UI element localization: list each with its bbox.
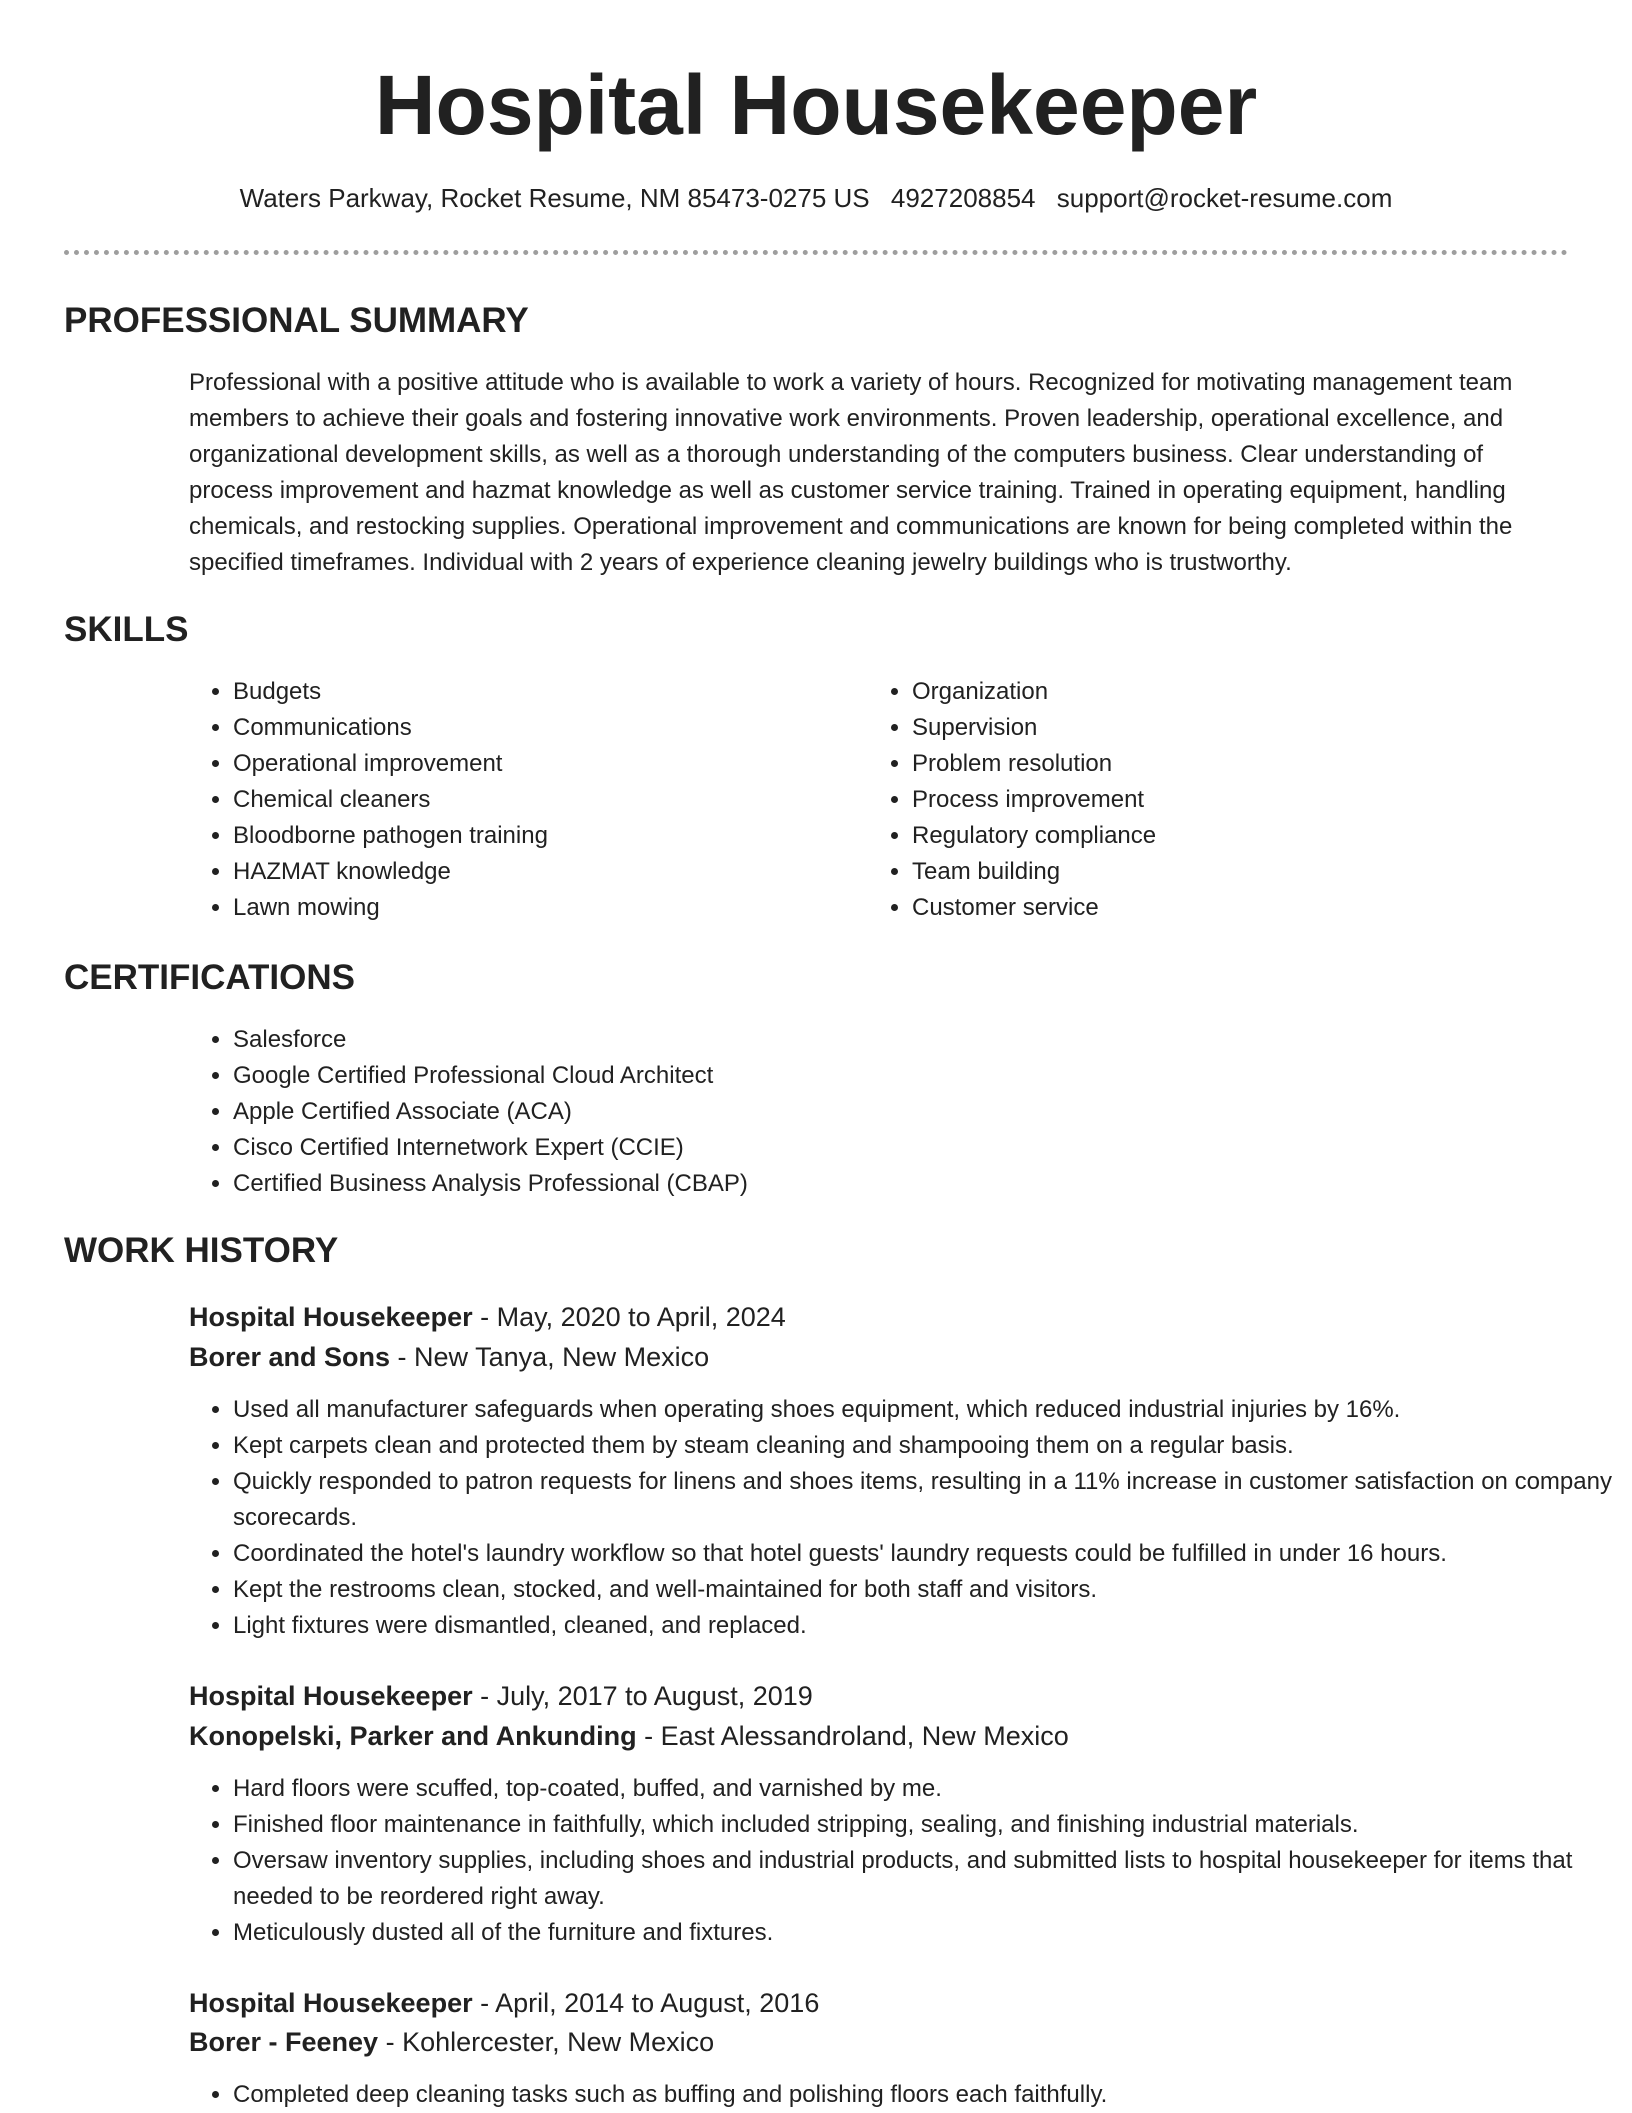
certifications-heading: CERTIFICATIONS — [64, 958, 356, 997]
skill-item: • Bloodborne pathogen training — [233, 818, 853, 854]
contact-line — [0, 181, 1632, 215]
header-divider — [64, 250, 1568, 255]
skills-heading: SKILLS — [64, 610, 189, 649]
skill-item: • Process improvement — [912, 782, 1532, 818]
certification-item: • Salesforce — [233, 1022, 1533, 1058]
skill-item: • Chemical cleaners — [233, 782, 853, 818]
job-bullet: • Coordinated the hotel's laundry workflow so that hotel guests' laundry requests could be fulfilled in under 16 hours. — [233, 1536, 1613, 1572]
job-bullet: • Kept the restrooms clean, stocked, and well-maintained for both staff and visitors. — [233, 1572, 1613, 1608]
job-role: Hospital Housekeeper — [189, 1988, 473, 2018]
job-dates: - May, 2020 to April, 2024 — [472, 1302, 786, 1332]
contact-phone: 4927208854 — [890, 183, 1036, 213]
certification-item: • Google Certified Professional Cloud Architect — [233, 1058, 1533, 1094]
job-bullet: • Oversaw inventory supplies, including shoes and industrial products, and submitted lists to hospital housekeeper for items that needed to be reordered right away. — [233, 1843, 1613, 1915]
work-history-heading: WORK HISTORY — [64, 1231, 339, 1270]
contact-address: Waters Parkway, Rocket Resume, NM 85473-0275 US — [239, 183, 870, 213]
skill-item: • Regulatory compliance — [912, 818, 1532, 854]
job-bullet: • Meticulously dusted all of the furniture and fixtures. — [233, 1915, 1613, 1951]
job-bullet: • Quickly responded to patron requests for linens and shoes items, resulting in a 11% increase in customer satisfaction on company scorecards. — [233, 1464, 1613, 1536]
job-company-line — [189, 1717, 1069, 1755]
certification-item: • Certified Business Analysis Professional (CBAP) — [233, 1166, 1533, 1202]
job-company-line — [189, 2023, 714, 2061]
skill-item: • Lawn mowing — [233, 890, 853, 926]
skill-item: • Supervision — [912, 710, 1532, 746]
job-role: Hospital Housekeeper — [189, 1302, 473, 1332]
skills-list-left — [189, 674, 853, 926]
job-dates: - April, 2014 to August, 2016 — [472, 1988, 820, 2018]
skill-item: • Problem resolution — [912, 746, 1532, 782]
skill-item: • Customer service — [912, 890, 1532, 926]
skill-item: • Budgets — [233, 674, 853, 710]
job-title-line — [189, 1677, 813, 1715]
summary-text: Professional with a positive attitude who is available to work a variety of hours. Recognized for motivating management team members to achieve their goals and fostering innovative work environments. Proven leadership, operational excellence, and organizational development skills, as well as a thorough understanding of the computers business. Clear understanding of process improvement and hazmat knowledge as well as customer service training. Trained in operating equipment, handling chemicals, and restocking supplies. Operational improvement and communications are known for being completed within the specified timeframes. Individual with 2 years of experience cleaning jewelry buildings who is trustworthy. — [189, 369, 1513, 576]
job-dates: - July, 2017 to August, 2019 — [472, 1681, 813, 1711]
certification-item: • Apple Certified Associate (ACA) — [233, 1094, 1533, 1130]
skill-item: • Organization — [912, 674, 1532, 710]
skill-item: • Communications — [233, 710, 853, 746]
job-location: - East Alessandroland, New Mexico — [636, 1721, 1069, 1751]
skill-item: • Team building — [912, 854, 1532, 890]
job-bullet: • Hard floors were scuffed, top-coated, buffed, and varnished by me. — [233, 1771, 1613, 1807]
job-title-line — [189, 1298, 786, 1336]
certifications-list — [189, 1022, 1533, 1202]
job-company: Borer - Feeney — [189, 2027, 379, 2057]
skill-item: • HAZMAT knowledge — [233, 854, 853, 890]
job-bullet: • Kept carpets clean and protected them by steam cleaning and shampooing them on a regular basis. — [233, 1428, 1613, 1464]
job-bullets — [189, 1771, 1613, 1951]
job-bullet: • Used all manufacturer safeguards when operating shoes equipment, which reduced industrial injuries by 16%. — [233, 1392, 1613, 1428]
job-company: Konopelski, Parker and Ankunding — [189, 1721, 637, 1751]
certification-item: • Cisco Certified Internetwork Expert (CCIE) — [233, 1130, 1533, 1166]
contact-email: support@rocket-resume.com — [1056, 183, 1393, 213]
skills-list-right — [868, 674, 1532, 926]
job-location: - Kohlercester, New Mexico — [378, 2027, 715, 2057]
job-bullet: • Finished floor maintenance in faithfully, which included stripping, sealing, and finishing industrial materials. — [233, 1807, 1613, 1843]
job-company-line — [189, 1338, 709, 1376]
job-title-line — [189, 1984, 819, 2022]
job-bullet: • Completed deep cleaning tasks such as buffing and polishing floors each faithfully. — [233, 2077, 1613, 2113]
candidate-name: Hospital Housekeeper — [374, 58, 1258, 152]
job-location: - New Tanya, New Mexico — [390, 1342, 710, 1372]
job-bullets — [189, 1392, 1613, 1644]
job-bullet: • Light fixtures were dismantled, cleaned, and replaced. — [233, 1608, 1613, 1644]
summary-heading: PROFESSIONAL SUMMARY — [64, 301, 529, 340]
job-role: Hospital Housekeeper — [189, 1681, 473, 1711]
skill-item: • Operational improvement — [233, 746, 853, 782]
job-company: Borer and Sons — [189, 1342, 391, 1372]
job-bullets — [189, 2077, 1613, 2113]
